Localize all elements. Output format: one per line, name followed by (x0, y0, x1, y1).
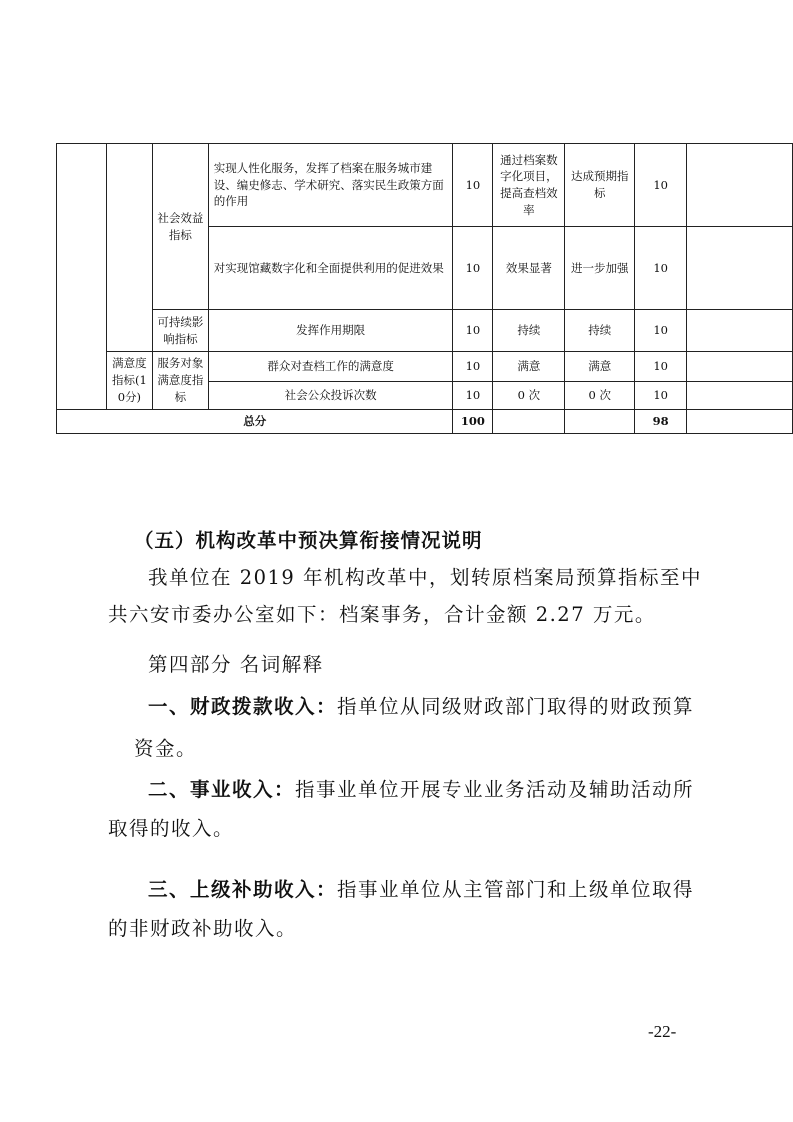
indicator-content: 实现人性化服务，发挥了档案在服务城市建设、编史修志、学术研究、落实民生政策方面的作用 (208, 144, 453, 227)
table-row (57, 352, 793, 382)
remark-cell (687, 310, 793, 352)
indicator-content: 发挥作用期限 (208, 310, 453, 352)
term-continuation: 取得的收入。 (108, 817, 235, 840)
tertiary-indicator-cell: 可持续影响指标 (152, 310, 208, 352)
tertiary-indicator-cell: 服务对象满意度指标 (152, 352, 208, 410)
term-text: 指事业单位从主管部门和上级单位取得 (337, 878, 695, 901)
weight-cell: 10 (453, 144, 493, 227)
section-paragraph-line: 共六安市委办公室如下：档案事务，合计金额 2.27 万元。 (108, 603, 656, 626)
total-label: 总分 (57, 410, 453, 434)
weight-cell: 10 (453, 310, 493, 352)
score-cell: 10 (635, 144, 687, 227)
secondary-indicator-cell: 满意度指标(10分) (106, 352, 152, 410)
part-heading: 第四部分 名词解释 (148, 653, 324, 676)
term-label: 三、上级补助收入： (148, 878, 338, 901)
score-cell: 10 (635, 382, 687, 410)
actual-cell: 满意 (565, 352, 635, 382)
primary-indicator-cell (57, 144, 107, 410)
total-weight: 100 (453, 410, 493, 434)
indicator-content: 群众对查档工作的满意度 (208, 352, 453, 382)
target-cell: 满意 (493, 352, 565, 382)
actual-cell: 达成预期指标 (565, 144, 635, 227)
target-cell: 0 次 (493, 382, 565, 410)
score-cell: 10 (635, 352, 687, 382)
table-row (57, 310, 793, 352)
term-text: 指事业单位开展专业业务活动及辅助活动所 (295, 778, 695, 801)
secondary-indicator-cell (106, 144, 152, 352)
remark-cell (687, 352, 793, 382)
actual-cell: 进一步加强 (565, 227, 635, 310)
weight-cell: 10 (453, 352, 493, 382)
page-number: -22- (648, 1022, 677, 1041)
indicator-content: 社会公众投诉次数 (208, 382, 453, 410)
target-cell: 效果显著 (493, 227, 565, 310)
target-cell: 持续 (493, 310, 565, 352)
target-cell: 通过档案数字化项目，提高查档效率 (493, 144, 565, 227)
term-definition (148, 873, 694, 907)
term-continuation: 资金。 (134, 737, 198, 760)
remark-cell (687, 382, 793, 410)
indicator-content: 对实现馆藏数字化和全面提供利用的促进效果 (208, 227, 453, 310)
remark-cell (687, 144, 793, 227)
tertiary-indicator-cell: 社会效益指标 (152, 144, 208, 310)
table-row (57, 144, 793, 227)
actual-cell: 持续 (565, 310, 635, 352)
term-text: 指单位从同级财政部门取得的财政预算 (337, 695, 695, 718)
section-heading: （五）机构改革中预决算衔接情况说明 (134, 529, 483, 552)
term-label: 二、事业收入： (148, 778, 296, 801)
score-cell: 10 (635, 227, 687, 310)
weight-cell: 10 (453, 227, 493, 310)
weight-cell: 10 (453, 382, 493, 410)
section-paragraph-line: 我单位在 2019 年机构改革中，划转原档案局预算指标至中 (148, 566, 703, 589)
total-score: 98 (635, 410, 687, 434)
performance-table (56, 143, 793, 434)
score-cell: 10 (635, 310, 687, 352)
term-continuation: 的非财政补助收入。 (108, 917, 298, 940)
actual-cell: 0 次 (565, 382, 635, 410)
term-definition (148, 690, 694, 724)
term-label: 一、财政拨款收入： (148, 695, 338, 718)
term-definition (148, 773, 694, 807)
table-total-row (57, 410, 793, 434)
remark-cell (687, 227, 793, 310)
